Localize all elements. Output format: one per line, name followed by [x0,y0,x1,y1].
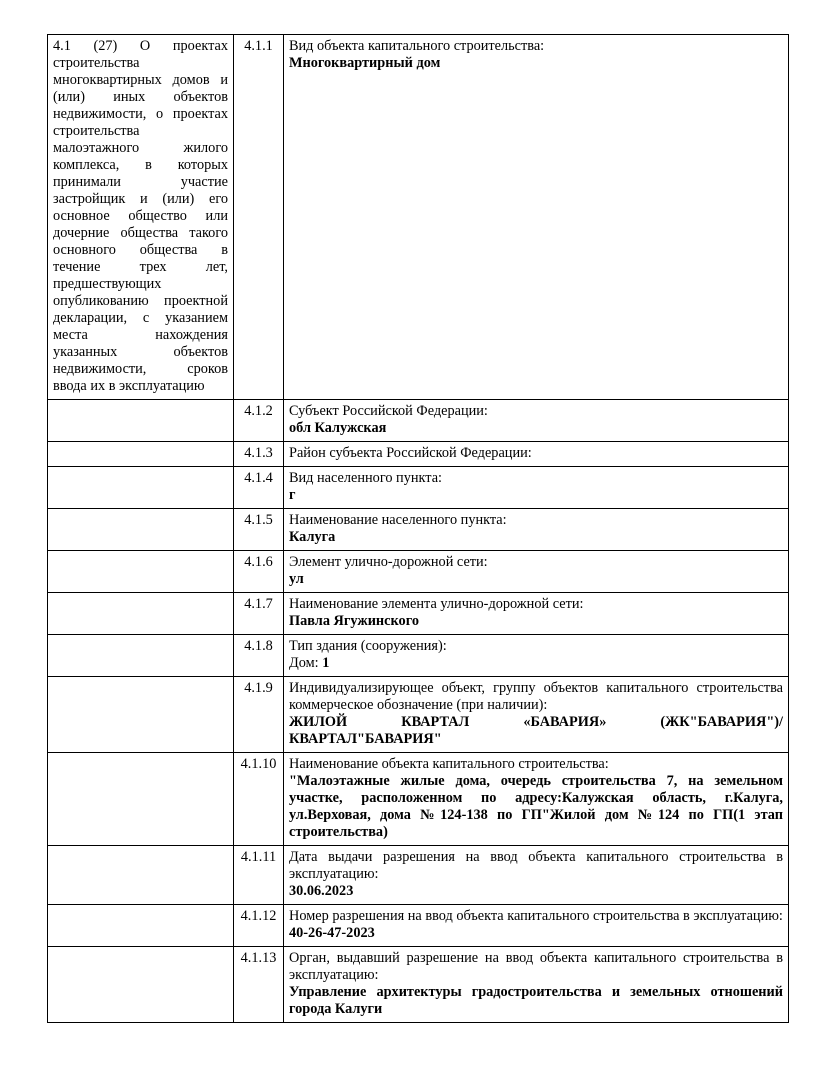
row-label: Дата выдачи разрешения на ввод объекта капитального строительства в эксплуатацию: [289,849,783,882]
empty-left-cell [48,947,234,1023]
row-value-line [289,655,783,672]
table-row [48,400,789,442]
empty-left-cell [48,593,234,635]
row-label: Район субъекта Российской Федерации: [289,445,532,461]
row-content [284,593,789,635]
empty-left-cell [48,400,234,442]
row-label: Вид объекта капитального строительства: [289,38,545,54]
row-label: Наименование населенного пункта: [289,512,507,528]
table-row [48,947,789,1023]
table-row [48,442,789,467]
row-label: Вид населенного пункта: [289,470,443,486]
row-content [284,400,789,442]
row-content [284,35,789,400]
table-row [48,753,789,846]
section-title-cell: 4.1 (27) О проектах строительства многоквартирных домов и (или) иных объектов недвижимости, о проектах строительства малоэтажного жилого комплекса, в которых принимали участие застройщик и (или) его основное общество или дочерние общества такого основного общества в течение трех лет, предшествующих опубликованию проектной декларации, с указанием места нахождения указанных объектов недвижимости, сроков ввода их в эксплуатацию [48,35,234,400]
table-row [48,551,789,593]
row-label: Элемент улично-дорожной сети: [289,554,488,570]
table-row [48,593,789,635]
row-value: Управление архитектуры градостроительства и земельных отношений города Калуги [289,984,783,1017]
row-code: 4.1.3 [234,442,284,467]
row-value: Калуга [289,529,336,545]
row-content [284,635,789,677]
row-label: Орган, выдавший разрешение на ввод объекта капитального строительства в эксплуатацию: [289,950,783,983]
row-value: 30.06.2023 [289,883,354,899]
empty-left-cell [48,551,234,593]
row-code: 4.1.5 [234,509,284,551]
row-label: Наименование элемента улично-дорожной сети: [289,596,584,612]
row-code: 4.1.9 [234,677,284,753]
row-value: г [289,487,296,503]
row-code: 4.1.7 [234,593,284,635]
row-value: 40-26-47-2023 [289,925,375,941]
table-row [48,467,789,509]
row-value: Многоквартирный дом [289,55,441,71]
row-value: "Малоэтажные жилые дома, очередь строительства 7, на земельном участке, расположенном по адресу:Калужская область, г.Калуга, ул.Верховая, дома №124-138 по ГП"Жилой дом №124 по ГП(1 этап строительства) [289,773,783,840]
row-value: 1 [322,655,330,671]
table-row [48,846,789,905]
row-code: 4.1.10 [234,753,284,846]
row-code: 4.1.8 [234,635,284,677]
row-value: ЖИЛОЙ КВАРТАЛ «БАВАРИЯ» (ЖК"БАВАРИЯ")/КВАРТАЛ"БАВАРИЯ" [289,714,783,747]
row-code: 4.1.13 [234,947,284,1023]
table-row [48,35,789,400]
row-code: 4.1.4 [234,467,284,509]
row-code: 4.1.2 [234,400,284,442]
row-label: Субъект Российской Федерации: [289,403,488,419]
declaration-table [47,34,789,1023]
row-code: 4.1.1 [234,35,284,400]
row-content [284,753,789,846]
row-value: Павла Ягужинского [289,613,419,629]
row-code: 4.1.12 [234,905,284,947]
empty-left-cell [48,442,234,467]
row-value-prefix: Дом: [289,655,323,671]
table-row [48,635,789,677]
empty-left-cell [48,677,234,753]
empty-left-cell [48,635,234,677]
table-row [48,905,789,947]
row-content [284,846,789,905]
table-row [48,509,789,551]
row-content [284,551,789,593]
row-code: 4.1.6 [234,551,284,593]
row-content [284,677,789,753]
row-content [284,509,789,551]
row-label: Тип здания (сооружения): [289,638,447,654]
row-label: Номер разрешения на ввод объекта капитального строительства в эксплуатацию: [289,908,783,924]
empty-left-cell [48,846,234,905]
empty-left-cell [48,509,234,551]
table-row [48,677,789,753]
empty-left-cell [48,753,234,846]
empty-left-cell [48,467,234,509]
row-value: ул [289,571,304,587]
row-content [284,947,789,1023]
row-code: 4.1.11 [234,846,284,905]
row-content [284,467,789,509]
row-content [284,905,789,947]
row-content [284,442,789,467]
empty-left-cell [48,905,234,947]
row-label: Наименование объекта капитального строительства: [289,756,609,772]
row-value: обл Калужская [289,420,387,436]
row-label: Индивидуализирующее объект, группу объектов капитального строительства коммерческое обозначение (при наличии): [289,680,783,713]
